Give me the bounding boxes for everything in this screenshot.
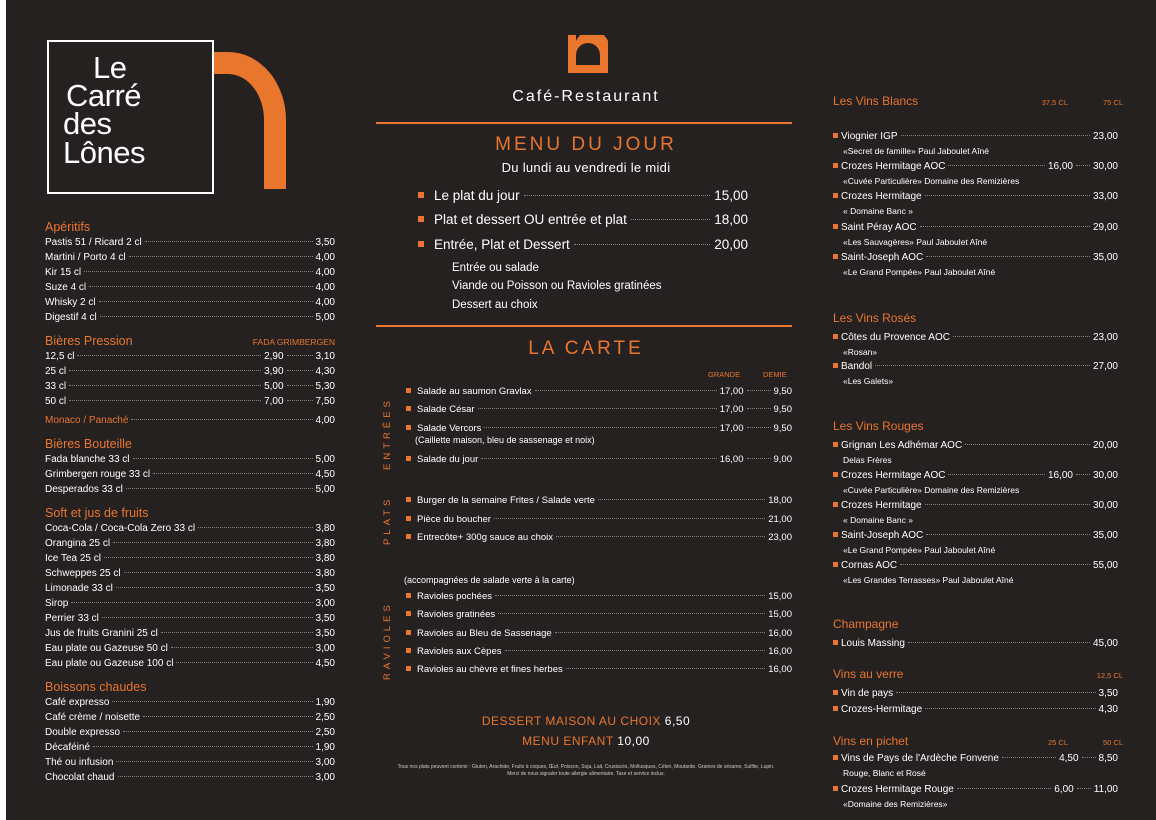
item-price: 3,00: [315, 772, 335, 783]
wine-subtitle: «Cuvée Particulière» Domaine des Remizières: [843, 485, 1020, 495]
carte-row: [406, 494, 792, 508]
bullet-icon: [833, 472, 838, 477]
wine-subtitle: «Rosan»: [843, 347, 878, 357]
chaudes-row: [45, 695, 335, 710]
soft-row: [45, 656, 335, 671]
formule-row: [418, 188, 748, 208]
item-price: 3,50: [315, 237, 335, 248]
item-label: Grimbergen rouge 33 cl: [45, 469, 151, 480]
chaudes-row: [45, 740, 335, 755]
blancs-title: Les Vins Blancs 37,5 CL 75 CL: [833, 94, 1123, 108]
soft-row: [45, 551, 335, 566]
menu-choice: Dessert au choix: [452, 299, 538, 311]
dish-price: 15,00: [768, 591, 792, 602]
item-price: 4,50: [315, 469, 335, 480]
fada-header: FADA: [252, 337, 275, 347]
item-label: Suze 4 cl: [45, 282, 87, 293]
item-price: 4,00: [315, 297, 335, 308]
bullet-icon: [833, 442, 838, 447]
item-label: Thé ou infusion: [45, 757, 114, 768]
wine-subtitle: Delas Frères: [843, 455, 892, 465]
chaudes-title: Boissons chaudes: [45, 680, 147, 694]
logo-line-2: Carré: [66, 78, 142, 113]
wine-label: Vin de pays: [841, 688, 894, 699]
la-carte-title: LA CARTE: [528, 338, 644, 359]
blancs-wine-row: [833, 161, 1118, 175]
bullet-icon: [833, 334, 838, 339]
item-price: 3,80: [315, 523, 335, 534]
item-price: 5,00: [315, 454, 335, 465]
entrees-label: ENTRÉES: [382, 397, 393, 470]
pression-row: [45, 349, 335, 364]
bullet-icon: [833, 706, 838, 711]
item-label: Coca-Cola / Coca-Cola Zero 33 cl: [45, 523, 196, 534]
bullet-icon: [833, 163, 838, 168]
item-price: 4,00: [315, 267, 335, 278]
item-label: Eau plate ou Gazeuse 100 cl: [45, 658, 174, 669]
bullet-icon: [406, 648, 411, 653]
bullet-icon: [833, 755, 838, 760]
formule-label: Le plat du jour: [434, 188, 520, 203]
bullet-icon: [406, 425, 411, 430]
pichet-wine-row: [833, 784, 1118, 798]
bouteille-row: [45, 482, 335, 497]
item-label: Chocolat chaud: [45, 772, 115, 783]
carte-row: [406, 608, 792, 622]
formule-label: Plat et dessert OU entrée et plat: [434, 212, 627, 227]
wine-price: 20,00: [1092, 440, 1118, 451]
divider-top: [376, 122, 792, 124]
menu-du-jour-title: MENU DU JOUR: [495, 134, 677, 155]
bullet-icon: [833, 640, 838, 645]
demie-price: 9,50: [773, 386, 792, 397]
bullet-icon: [418, 192, 424, 198]
bouteille-row: [45, 467, 335, 482]
fada-price: 5,00: [264, 381, 284, 392]
bullet-icon: [406, 534, 411, 539]
rouges-wine-row: [833, 530, 1118, 544]
item-price: 3,80: [315, 568, 335, 579]
champagne-title: Champagne: [833, 617, 899, 631]
item-label: Limonade 33 cl: [45, 583, 113, 594]
dessert-line: DESSERT MAISON AU CHOIX 6,50: [481, 714, 691, 728]
carte-row: [406, 513, 792, 527]
wine-subtitle: « Domaine Banc »: [843, 515, 913, 525]
wine-price: 3,50: [1098, 688, 1118, 699]
wine-price-small: 4,50: [1059, 753, 1079, 764]
wine-subtitle: Rouge, Blanc et Rosé: [843, 768, 926, 778]
blancs-wine-row: [833, 252, 1118, 266]
carte-row: [406, 385, 792, 399]
soft-row: [45, 626, 335, 641]
bullet-icon: [406, 406, 411, 411]
drinks-column: [45, 220, 335, 785]
wine-label: Saint Péray AOC: [841, 222, 917, 233]
item-label: Jus de fruits Granini 25 cl: [45, 628, 158, 639]
monaco-row: Monaco / Panaché 4,00: [45, 415, 335, 426]
plats-label: PLATS: [382, 495, 393, 545]
grimbergen-price: 4,30: [315, 366, 335, 377]
allergens-note: Tous nos plats peuvent contenir : Gluten, Arachide, Fruits à coques, Œuf, Poisson, Soja, Lait, Crustacés, Mollusques, Céleri, Moutarde, Graines de sésame, Sulfite, Lupin. Merci de nous signaler toute allergie alimentaire. Taxe et service inclus.: [397, 764, 775, 777]
bullet-icon: [833, 690, 838, 695]
wine-label: Saint-Joseph AOC: [841, 530, 924, 541]
grande-header: GRANDE: [708, 370, 741, 379]
wine-label: Crozes Hermitage Rouge: [841, 784, 954, 795]
grande-price: 16,00: [719, 454, 744, 465]
carte-row: [406, 403, 792, 417]
item-price: 3,00: [315, 757, 335, 768]
pression-title: Bières Pression FADA GRIMBERGEN: [45, 334, 335, 348]
grimbergen-price: 3,10: [315, 351, 335, 362]
aperitifs-row: [45, 310, 335, 325]
formule-price: 18,00: [714, 212, 748, 227]
pichet-wine-row: [833, 753, 1118, 767]
item-price: 3,00: [315, 643, 335, 654]
dish-label: Entrecôte+ 300g sauce au choix: [417, 532, 553, 543]
wine-label: Crozes Hermitage AOC: [841, 470, 946, 481]
chaudes-row: [45, 755, 335, 770]
wine-price: 33,00: [1092, 191, 1118, 202]
logo-line-1: Le: [93, 50, 127, 85]
soft-title: Soft et jus de fruits: [45, 506, 149, 520]
aperitifs-row: [45, 235, 335, 250]
item-price: 2,50: [315, 727, 335, 738]
wine-subtitle: «Les Galets»: [843, 376, 894, 386]
grimbergen-price: 7,50: [315, 396, 335, 407]
wine-price-small: 16,00: [1047, 470, 1073, 481]
bouteille-row: [45, 452, 335, 467]
item-label: Sirop: [45, 598, 69, 609]
item-label: 25 cl: [45, 366, 67, 377]
dish-label: Ravioles au chèvre et fines herbes: [417, 664, 563, 675]
carte-row: [406, 645, 792, 659]
pichet-title: Vins en pichet 25 CL 50 CL: [833, 734, 1123, 748]
wine-price: 23,00: [1092, 332, 1118, 343]
roses-wine-row: [833, 361, 1118, 375]
demie-price: 9,50: [773, 404, 792, 415]
item-label: Whisky 2 cl: [45, 297, 96, 308]
aperitifs-title: Apéritifs: [45, 220, 91, 234]
aperitifs-row: [45, 280, 335, 295]
bullet-icon: [406, 497, 411, 502]
carte-row: [406, 590, 792, 604]
soft-row: [45, 536, 335, 551]
grande-price: 17,00: [719, 404, 744, 415]
rouges-title: Les Vins Rouges: [833, 419, 924, 433]
item-label: 12,5 cl: [45, 351, 75, 362]
wine-subtitle: «Domaine des Remizières»: [843, 799, 948, 809]
dish-price: 16,00: [768, 646, 792, 657]
roses-wine-row: [833, 332, 1118, 346]
item-label: 33 cl: [45, 381, 67, 392]
fada-price: 7,00: [264, 396, 284, 407]
divider-middle: [376, 325, 792, 327]
champagne-wine-row: [833, 638, 1118, 652]
wine-label: Crozes Hermitage: [841, 191, 922, 202]
item-price: 1,90: [315, 697, 335, 708]
dish-label: Salade du jour: [417, 454, 479, 465]
wine-price: 30,00: [1092, 470, 1118, 481]
wine-subtitle: «Le Grand Pompée» Paul Jaboulet Aîné: [843, 545, 996, 555]
bullet-icon: [406, 666, 411, 671]
item-label: Schweppes 25 cl: [45, 568, 121, 579]
ravioles-label: RAVIOLES: [382, 601, 393, 680]
wine-price: 45,00: [1092, 638, 1118, 649]
wine-label: Crozes-Hermitage: [841, 704, 923, 715]
blancs-wine-row: [833, 131, 1118, 145]
dish-price: 23,00: [768, 532, 792, 543]
wine-label: Louis Massing: [841, 638, 905, 649]
wine-label: Grignan Les Adhémar AOC: [841, 440, 963, 451]
bullet-icon: [833, 224, 838, 229]
bullet-icon: [406, 630, 411, 635]
soft-row: [45, 566, 335, 581]
rouges-wine-row: [833, 440, 1118, 454]
demie-price: 9,50: [773, 423, 792, 434]
aperitifs-row: [45, 265, 335, 280]
item-price: 2,50: [315, 712, 335, 723]
wine-price: 55,00: [1092, 560, 1118, 571]
pression-row: [45, 379, 335, 394]
bullet-icon: [406, 516, 411, 521]
bullet-icon: [418, 216, 424, 222]
dish-price: 18,00: [768, 495, 792, 506]
wine-price: 23,00: [1092, 131, 1118, 142]
verre-wine-row: [833, 704, 1118, 718]
wine-label: Côtes du Provence AOC: [841, 332, 950, 343]
item-price: 3,50: [315, 583, 335, 594]
grande-price: 17,00: [719, 423, 744, 434]
blancs-wine-row: [833, 222, 1118, 236]
item-price: 3,80: [315, 538, 335, 549]
formule-row: [418, 212, 748, 232]
wine-subtitle: «Le Grand Pompée» Paul Jaboulet Aîné: [843, 267, 996, 277]
carte-row: [406, 627, 792, 641]
item-label: Ice Tea 25 cl: [45, 553, 101, 564]
dish-label: Salade Vercors: [417, 423, 482, 434]
wine-label: Vins de Pays de l'Ardèche Fonvene: [841, 753, 999, 764]
fada-price: 3,90: [264, 366, 284, 377]
formule-price: 15,00: [714, 188, 748, 203]
aperitifs-row: [45, 250, 335, 265]
chaudes-row: [45, 770, 335, 785]
soft-row: [45, 521, 335, 536]
bullet-icon: [406, 611, 411, 616]
wine-label: Bandol: [841, 361, 873, 372]
dish-label: Ravioles aux Cèpes: [417, 646, 502, 657]
formule-price: 20,00: [714, 237, 748, 252]
wine-price: 35,00: [1092, 530, 1118, 541]
wine-subtitle: «Cuvée Particulière» Domaine des Remizières: [843, 176, 1020, 186]
formule-label: Entrée, Plat et Dessert: [434, 237, 570, 252]
verre-title: Vins au verre 12,5 CL: [833, 667, 1123, 681]
wine-label: Viognier IGP: [841, 131, 898, 142]
wine-price: 4,30: [1098, 704, 1118, 715]
wine-price: 8,50: [1098, 753, 1118, 764]
grimbergen-header: GRIMBERGEN: [276, 337, 335, 347]
item-label: Desperados 33 cl: [45, 484, 123, 495]
bullet-icon: [833, 193, 838, 198]
formule-row: [418, 237, 748, 257]
item-price: 1,90: [315, 742, 335, 753]
dish-price: 16,00: [768, 628, 792, 639]
bullet-icon: [833, 133, 838, 138]
item-label: Eau plate ou Gazeuse 50 cl: [45, 643, 168, 654]
item-price: 4,50: [315, 658, 335, 669]
rouges-wine-row: [833, 500, 1118, 514]
carte-row: [406, 663, 792, 677]
item-price: 5,00: [315, 484, 335, 495]
chaudes-row: [45, 710, 335, 725]
grimbergen-price: 5,30: [315, 381, 335, 392]
bullet-icon: [406, 388, 411, 393]
item-label: Café expresso: [45, 697, 110, 708]
item-price: 3,50: [315, 613, 335, 624]
item-price: 5,00: [315, 312, 335, 323]
item-label: 50 cl: [45, 396, 67, 407]
menu-enfant-line: MENU ENFANT 10,00: [522, 734, 650, 748]
item-label: Décaféiné: [45, 742, 91, 753]
grande-price: 17,00: [719, 386, 744, 397]
bullet-icon: [833, 532, 838, 537]
bullet-icon: [833, 786, 838, 791]
brand-mark-icon: [568, 35, 608, 73]
item-label: Fada blanche 33 cl: [45, 454, 130, 465]
bullet-icon: [406, 456, 411, 461]
wine-label: Crozes Hermitage AOC: [841, 161, 946, 172]
verre-wine-row: [833, 688, 1118, 702]
dish-price: 15,00: [768, 609, 792, 620]
dish-label: Ravioles gratinées: [417, 609, 496, 620]
dish-label: Salade César: [417, 404, 475, 415]
roses-title: Les Vins Rosés: [833, 311, 917, 325]
menu-du-jour-subtitle: Du lundi au vendredi le midi: [501, 160, 671, 175]
item-label: Martini / Porto 4 cl: [45, 252, 126, 263]
pression-row: [45, 394, 335, 409]
wine-label: Cornas AOC: [841, 560, 898, 571]
wine-price: 30,00: [1092, 500, 1118, 511]
brand-name: Café-Restaurant: [512, 88, 660, 105]
wine-subtitle: «Les Grandes Terrasses» Paul Jaboulet Aîné: [843, 575, 1014, 585]
rouges-wine-row: [833, 560, 1118, 574]
wine-price: 11,00: [1093, 784, 1118, 795]
bullet-icon: [833, 363, 838, 368]
wine-price: 35,00: [1092, 252, 1118, 263]
fada-price: 2,90: [264, 351, 284, 362]
item-price: 4,00: [315, 282, 335, 293]
dish-label: Salade au saumon Gravlax: [417, 386, 532, 397]
rouges-wine-row: [833, 470, 1118, 484]
dish-label: Ravioles pochées: [417, 591, 492, 602]
item-price: 3,80: [315, 553, 335, 564]
demie-price: 9,00: [773, 454, 792, 465]
chaudes-row: [45, 725, 335, 740]
soft-row: [45, 641, 335, 656]
item-label: Digestif 4 cl: [45, 312, 97, 323]
menu-choice: Viande ou Poisson ou Ravioles gratinées: [452, 280, 662, 292]
menu-page: [6, 0, 1156, 820]
bullet-icon: [418, 241, 424, 247]
wine-label: Crozes Hermitage: [841, 500, 922, 511]
pression-row: [45, 364, 335, 379]
item-price: 3,00: [315, 598, 335, 609]
wine-subtitle: «Les Sauvagères» Paul Jaboulet Aîné: [843, 237, 988, 247]
wine-price: 30,00: [1092, 161, 1118, 172]
wine-subtitle: «Secret de famille» Paul Jaboulet Aîné: [843, 146, 990, 156]
vercors-note: (Caillette maison, bleu de sassenage et noix): [415, 435, 595, 445]
item-label: Orangina 25 cl: [45, 538, 111, 549]
dish-label: Burger de la semaine Frites / Salade verte: [417, 495, 595, 506]
wine-price: 27,00: [1092, 361, 1118, 372]
dish-price: 16,00: [768, 664, 792, 675]
wine-price-small: 6,00: [1054, 784, 1074, 795]
carte-row: [406, 453, 792, 467]
dish-label: Pièce du boucher: [417, 514, 491, 525]
logo-line-4: Lônes: [63, 135, 145, 170]
demie-header: DEMIE: [763, 370, 787, 379]
item-price: 3,50: [315, 628, 335, 639]
bullet-icon: [833, 254, 838, 259]
dish-price: 21,00: [768, 514, 792, 525]
item-label: Café crème / noisette: [45, 712, 141, 723]
bullet-icon: [833, 562, 838, 567]
item-label: Double expresso: [45, 727, 121, 738]
logo-line-3: des: [63, 106, 112, 141]
aperitifs-row: [45, 295, 335, 310]
logo-arc-icon: [214, 47, 294, 193]
soft-row: [45, 596, 335, 611]
ravioles-note: (accompagnées de salade verte à la carte): [404, 575, 575, 585]
bouteille-title: Bières Bouteille: [45, 437, 132, 451]
soft-row: [45, 581, 335, 596]
bullet-icon: [406, 593, 411, 598]
item-label: Pastis 51 / Ricard 2 cl: [45, 237, 142, 248]
wine-price: 29,00: [1092, 222, 1118, 233]
dish-label: Ravioles au Bleu de Sassenage: [417, 628, 552, 639]
wine-label: Saint-Joseph AOC: [841, 252, 924, 263]
logo: [47, 40, 214, 194]
soft-row: [45, 611, 335, 626]
wine-subtitle: « Domaine Banc »: [843, 206, 913, 216]
wine-price-small: 16,00: [1047, 161, 1073, 172]
carte-row: [406, 531, 792, 545]
bullet-icon: [833, 502, 838, 507]
carte-row: [406, 422, 792, 436]
item-label: Perrier 33 cl: [45, 613, 99, 624]
menu-choice: Entrée ou salade: [452, 262, 539, 274]
blancs-wine-row: [833, 191, 1118, 205]
item-price: 4,00: [315, 252, 335, 263]
item-label: Kir 15 cl: [45, 267, 82, 278]
